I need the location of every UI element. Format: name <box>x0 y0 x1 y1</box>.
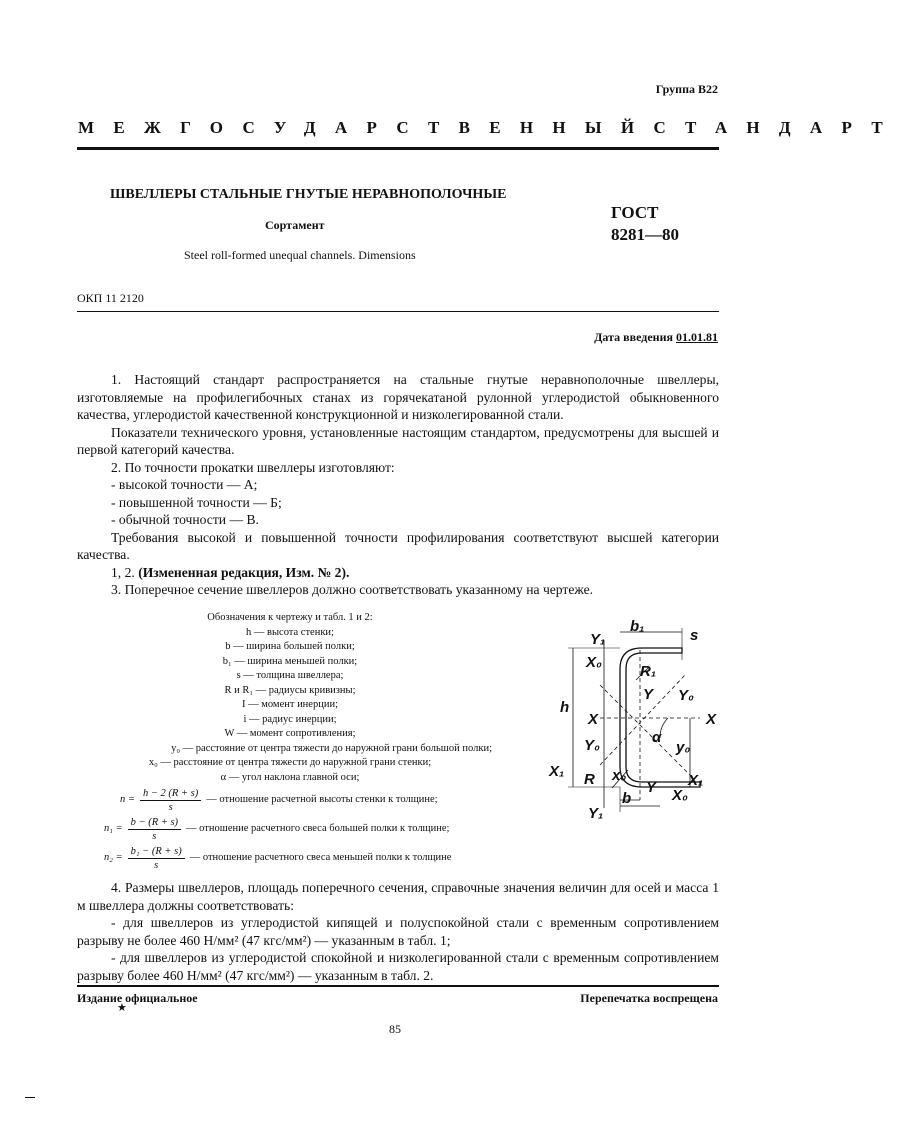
fraction-numerator: b − (R + s) <box>128 816 181 830</box>
legend-item: I — момент инерции; <box>241 699 338 710</box>
label-b1: b₁ <box>630 618 645 635</box>
formula-description: — отношение расчетной высоты стенки к толщине; <box>206 794 438 806</box>
official-edition-label: Издание официальное <box>77 991 198 1005</box>
margin-mark <box>25 1097 35 1098</box>
fraction-denominator: s <box>154 860 159 871</box>
paragraph: Показатели технического уровня, установленные настоящим стандартом, предусмотрены для высшей и первой категорий качества. <box>77 424 719 457</box>
gost-number: 8281—80 <box>611 225 679 244</box>
fraction-denominator: s <box>168 802 173 813</box>
label-y1-top: Y₁ <box>590 631 606 648</box>
label-s: s <box>690 627 699 644</box>
document-title: ШВЕЛЛЕРЫ СТАЛЬНЫЕ ГНУТЫЕ НЕРАВНОПОЛОЧНЫЕ <box>110 187 507 202</box>
fraction-denominator: s <box>152 831 157 842</box>
formula-lhs: n = <box>120 794 135 806</box>
formula-n2 <box>80 845 500 872</box>
channel-cross-section-diagram <box>545 612 725 827</box>
paragraph: 3. Поперечное сечение швеллеров должно соответствовать указанному на чертеже. <box>111 582 594 597</box>
body-text-section4 <box>77 879 719 984</box>
paragraph: - для швеллеров из углеродистой кипящей и полуспокойной стали с временным сопротивлением разрыву не более 460 Н/мм² (47 кгс/мм²) — указанным в табл. 1; <box>77 915 719 948</box>
legend-item: R и R₁ — радиусы кривизны; <box>224 684 356 696</box>
document-subtitle: Сортамент <box>265 218 325 232</box>
amendment-text: (Измененная редакция, Изм. № 2). <box>138 564 350 580</box>
body-text <box>77 371 719 599</box>
paragraph: - для швеллеров из углеродистой спокойной и низколегированной стали с временным сопротивлением разрыву более 460 Н/мм² (47 кгс/мм²) — указанным в табл. 2. <box>77 950 719 983</box>
list-item: - обычной точности — В. <box>111 512 259 527</box>
legend-heading: Обозначения к чертежу и табл. 1 и 2: <box>207 612 373 623</box>
label-y-bottom: Y <box>646 779 657 796</box>
legend-item: h — высота стенки; <box>246 626 334 638</box>
group-label: Группа В22 <box>655 82 718 96</box>
label-b: b <box>622 790 632 807</box>
footer-rule <box>77 985 719 987</box>
paragraph: 4. Размеры швеллеров, площадь поперечного сечения, справочные значения величин для осей и масса 1 м швеллера должны соответствовать: <box>77 880 719 913</box>
label-x1-right: X₁ <box>688 772 704 789</box>
paragraph: Требования высокой и повышенной точности профилирования соответствуют высшей категории качества. <box>77 529 719 562</box>
english-title: Steel roll-formed unequal channels. Dimensions <box>184 248 416 262</box>
label-y1-bottom: Y₁ <box>588 805 604 822</box>
legend-item: b — ширина большей полки; <box>225 641 355 652</box>
legend-item: b₁ — ширина меньшей полки; <box>222 655 358 667</box>
label-x0-bottom: X₀ <box>672 787 688 804</box>
label-y0-upper: Y₀ <box>678 687 694 704</box>
heading-rule <box>77 147 719 150</box>
paragraph: 2. По точности прокатки швеллеры изготовляют: <box>111 459 395 475</box>
list-item: - повышенной точности — Б; <box>111 494 282 510</box>
fraction <box>128 845 185 872</box>
label-y0-dim: y₀ <box>676 739 691 756</box>
effective-date-value: 01.01.81 <box>676 330 718 344</box>
label-r1: R₁ <box>640 663 657 680</box>
fraction-numerator: b₁ − (R + s) <box>128 845 185 859</box>
reprint-prohibited-label: Перепечатка воспрещена <box>580 991 718 1005</box>
gost-label: ГОСТ <box>611 203 659 222</box>
label-x0-top: X₀ <box>586 654 602 671</box>
legend-item: y₀ — расстояние от центра тяжести до наружной грани большой полки; <box>171 742 492 754</box>
standard-heading <box>78 118 902 138</box>
formula-description: — отношение расчетного свеса меньшей полки к толщине <box>189 852 452 864</box>
legend-item: W — момент сопротивления; <box>224 728 356 739</box>
fraction-numerator: h − 2 (R + s) <box>140 787 201 801</box>
legend-item: x₀ — расстояние от центра тяжести до наружной грани стенки; <box>148 757 432 768</box>
amendment-note <box>77 564 719 582</box>
label-y-axis: Y <box>643 686 654 703</box>
effective-date-label: Дата введения <box>594 330 673 344</box>
formula-lhs: n₂ = <box>104 852 123 864</box>
legend-item: α — угол наклона главной оси; <box>220 771 360 783</box>
label-x-left: X <box>588 711 599 728</box>
formula-lhs: n₁ = <box>104 823 123 835</box>
label-x0-dim: x₀ <box>612 767 627 784</box>
label-x1-left: X₁ <box>549 763 565 780</box>
label-x-right: X <box>706 711 717 728</box>
fraction <box>128 816 181 843</box>
gost-code <box>611 202 679 246</box>
heading-word-interstate: МЕЖГОСУДАРСТВЕННЫЙ <box>78 118 654 137</box>
label-y0-lower: Y₀ <box>584 737 600 754</box>
label-h: h <box>560 699 570 716</box>
okp-code: ОКП 11 2120 <box>77 291 144 305</box>
amendment-prefix: 1, 2. <box>111 564 135 580</box>
star-icon: ★ <box>117 1002 127 1014</box>
okp-rule <box>77 311 719 312</box>
legend-item: s — толщина швеллера; <box>236 670 344 681</box>
legend-item: i — радиус инерции; <box>243 713 337 725</box>
fraction <box>140 787 201 814</box>
drawing-legend <box>80 611 500 872</box>
formula-n <box>80 787 500 814</box>
label-alpha: α <box>652 729 662 746</box>
formula-description: — отношение расчетного свеса большей полки к толщине; <box>186 823 450 835</box>
label-r: R <box>584 771 595 788</box>
paragraph: 1. Настоящий стандарт распространяется на стальные гнутые неравнополочные швеллеры, изготовляемые на профилегибочных станах из горячекатаной рулонной углеродистой обыкновенного качества, углеродистой качественной конструкционной и низколегированной стали. <box>77 372 719 422</box>
effective-date <box>594 330 718 345</box>
heading-word-standard: СТАНДАРТ <box>653 118 902 137</box>
page-number: 85 <box>389 1022 401 1036</box>
formula-n1 <box>80 816 500 843</box>
list-item: - высокой точности — А; <box>111 477 258 492</box>
